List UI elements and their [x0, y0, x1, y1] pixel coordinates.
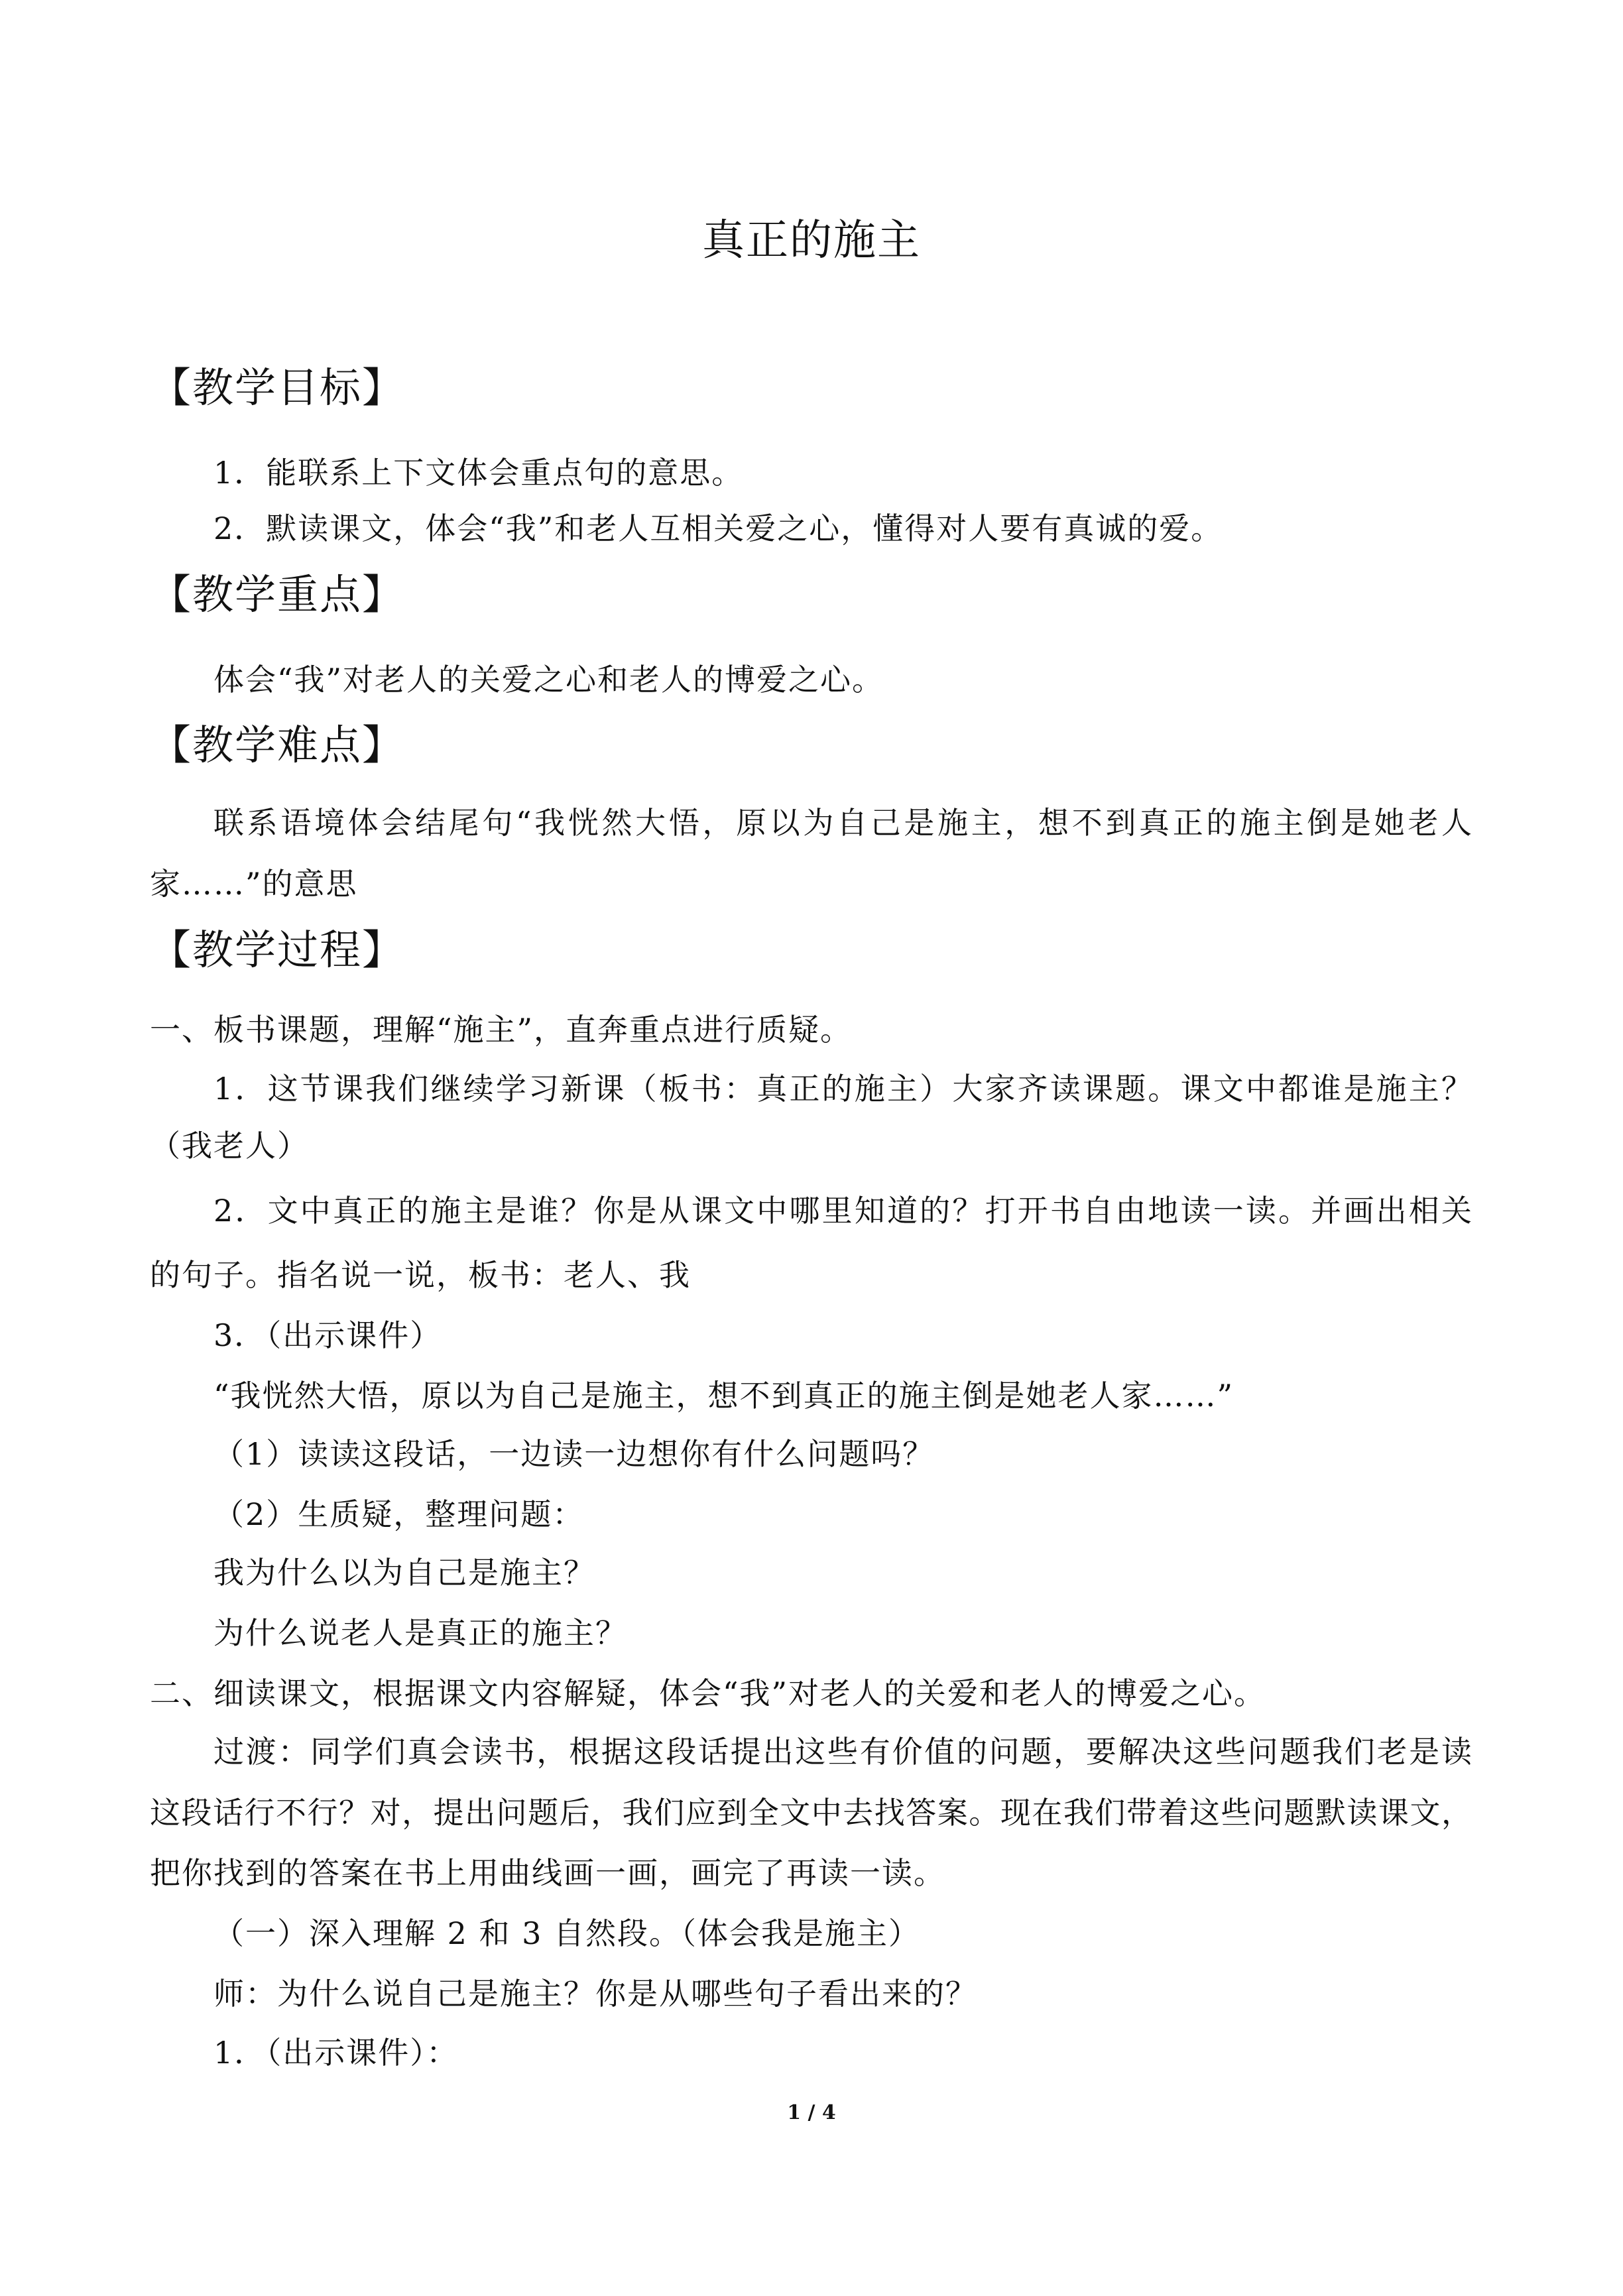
process-part1-quote: “我恍然大悟，原以为自己是施主，想不到真正的施主倒是她老人家……”	[213, 1378, 1234, 1414]
key-point-heading: 【教学重点】	[150, 570, 405, 619]
objectives-heading: 【教学目标】	[150, 363, 405, 412]
difficulty-line-1: 联系语境体会结尾句“我恍然大悟，原以为自己是施主，想不到真正的施主倒是她老人	[213, 805, 1472, 841]
difficulty-line-2: 家……”的意思	[150, 866, 358, 902]
process-part1-question2: 为什么说老人是真正的施主？	[213, 1615, 627, 1651]
process-part2-transition-line1: 过渡：同学们真会读书，根据这段话提出这些有价值的问题，要解决这些问题我们老是读	[213, 1734, 1472, 1770]
process-part1-step2-line2: 的句子。指名说一说，板书：老人、我	[150, 1257, 691, 1293]
process-part1-step3: 3．（出示课件）	[213, 1317, 442, 1353]
process-part2-transition-line2: 这段话行不行？对，提出问题后，我们应到全文中去找答案。现在我们带着这些问题默读课文，	[150, 1795, 1472, 1831]
process-part2-title: 二、细读课文，根据课文内容解疑，体会“我”对老人的关爱和老人的博爱之心。	[150, 1675, 1266, 1711]
process-part2-step1: 1．（出示课件）：	[213, 2035, 459, 2071]
process-part2-teacher-question: 师：为什么说自己是施主？你是从哪些句子看出来的？	[213, 1976, 977, 2012]
document-title: 真正的施主	[702, 216, 921, 265]
process-part1-sub1: （1）读读这段话，一边读一边想你有什么问题吗？	[213, 1436, 935, 1472]
difficulty-heading: 【教学难点】	[150, 721, 405, 769]
process-part1-sub2: （2）生质疑，整理问题：	[213, 1496, 585, 1532]
process-part1-step1-line1: 1．这节课我们继续学习新课（板书：真正的施主）大家齐读课题。课文中都谁是施主？	[213, 1071, 1472, 1107]
process-part2-transition-line3: 把你找到的答案在书上用曲线画一画，画完了再读一读。	[150, 1855, 945, 1891]
objective-item-2: 2．默读课文，体会“我”和老人互相关爱之心，懂得对人要有真诚的爱。	[213, 511, 1223, 546]
page-number: 1 / 4	[787, 2101, 836, 2124]
process-part1-step1-line2: （我老人）	[150, 1128, 309, 1164]
process-part1-question1: 我为什么以为自己是施主？	[213, 1555, 595, 1591]
process-part1-title: 一、板书课题，理解“施主”，直奔重点进行质疑。	[150, 1012, 853, 1048]
process-heading: 【教学过程】	[150, 926, 405, 974]
process-part1-step2-line1: 2．文中真正的施主是谁？你是从课文中哪里知道的？打开书自由地读一读。并画出相关	[213, 1193, 1472, 1229]
key-point-text: 体会“我”对老人的关爱之心和老人的博爱之心。	[213, 662, 884, 697]
process-part2-subsection1: （一）深入理解 2 和 3 自然段。（体会我是施主）	[213, 1915, 921, 1951]
objective-item-1: 1．能联系上下文体会重点句的意思。	[213, 455, 744, 491]
